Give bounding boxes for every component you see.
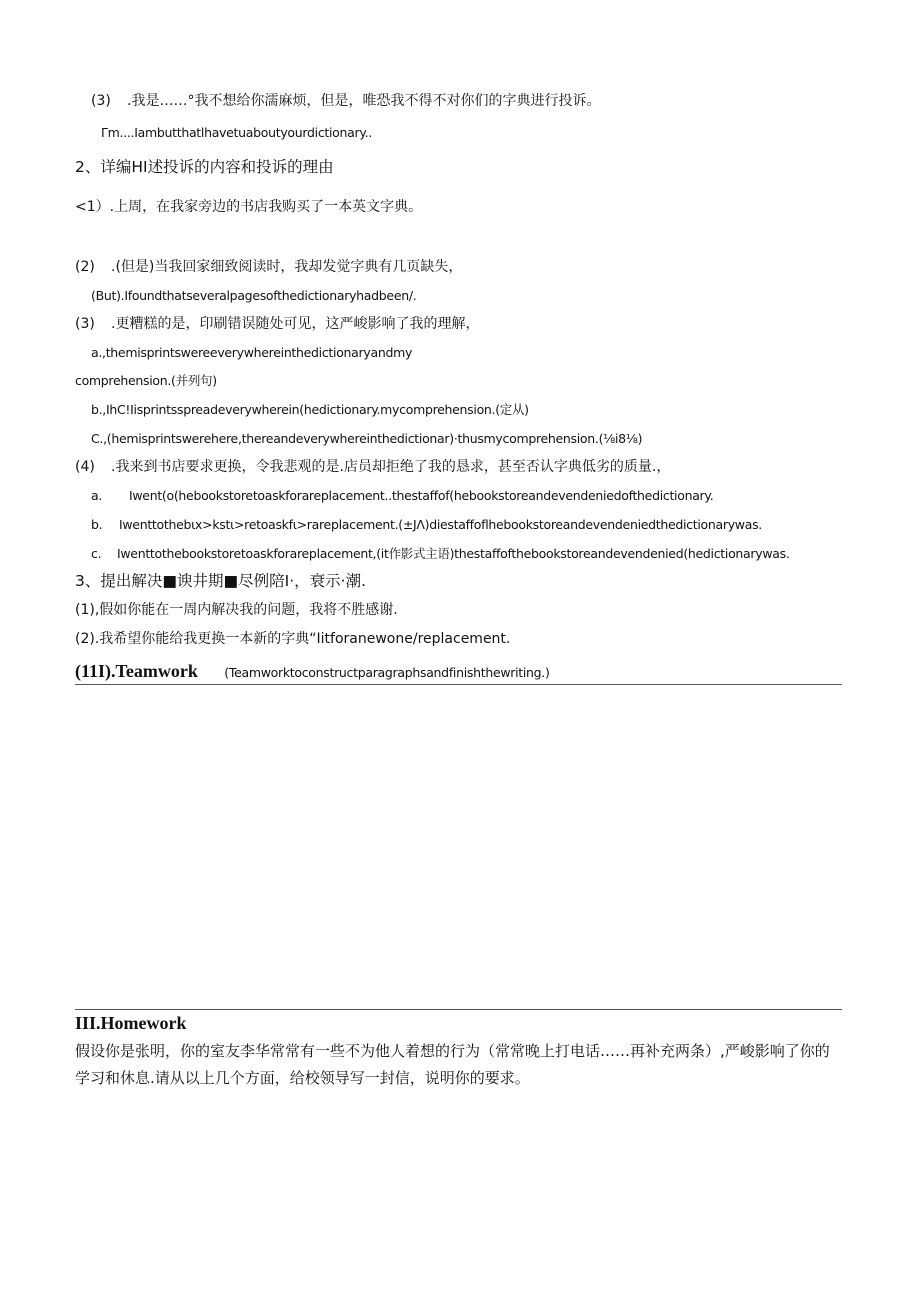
option-label: a. xyxy=(91,488,103,503)
item-number: (2) xyxy=(75,259,95,275)
item-chinese-text: .(但是)当我回家细致阅读时，我却发觉字典有几页缺失， xyxy=(111,259,463,275)
sec2-item-1: <1）.上周，在我家旁边的书店我购买了一本英文字典。 xyxy=(75,199,423,215)
option-label: b. xyxy=(91,517,103,532)
option-text: Iwenttothebιx>kstι>retoaskfι>rareplacement.(±JΛ)diestaffoflhebookstoreandevendeniedthedictionarywas. xyxy=(119,517,762,532)
option-a xyxy=(91,487,713,505)
sec3-item-2: (2).我希望你能给我更换一本新的字典“Iitforanewone/replacement. xyxy=(75,631,511,647)
item-chinese-text: .我是……°我不想给你濡麻烦，但是，唯恐我不得不对你们的字典进行投诉。 xyxy=(127,93,601,109)
item-chinese-text: .更糟糕的是，印刷错误随处可见，这严峻影响了我的理解， xyxy=(111,316,480,332)
section-3-heading: 3、提出解决■谀井期■尽例陪I·，衰示·潮. xyxy=(75,572,367,590)
option-c: C.,(hemisprintswerehere,thereandeverywhereinthedictionar)·thusmycomprehension.(⅛i8⅛) xyxy=(91,431,643,446)
teamwork-heading-line xyxy=(75,660,550,684)
item-3-english: Γm....Iambutthatlhavetuaboutyourdictionary.. xyxy=(101,125,373,140)
option-text: Iwent(o(hebookstoretoaskforareplacement..thestaffof(hebookstoreandevendeniedofthedictionary. xyxy=(129,488,714,503)
section-2-heading: 2、详编HI述投诉的内容和投诉的理由 xyxy=(75,158,334,176)
teamwork-note: (Teamworktoconstructparagraphsandfinishthewriting.) xyxy=(224,665,550,680)
teamwork-title: (11I).Teamwork xyxy=(75,661,198,681)
divider xyxy=(75,1009,842,1010)
option-b xyxy=(91,516,762,534)
item-number: (4) xyxy=(75,459,95,475)
item-number: (3) xyxy=(75,316,95,332)
sec2-item-3-line xyxy=(75,315,479,333)
option-a-line-2: comprehension.(并列句) xyxy=(75,373,217,388)
sec3-item-1: (1),假如你能在一周内解决我的问题，我将不胜感谢. xyxy=(75,602,398,618)
sec2-item-4-line xyxy=(75,458,670,476)
divider xyxy=(75,684,842,685)
teamwork-writing-area[interactable] xyxy=(75,686,842,1008)
option-c xyxy=(91,545,790,563)
item-number: (3) xyxy=(91,93,111,109)
item-3-line xyxy=(91,92,600,110)
homework-title: III.Homework xyxy=(75,1013,187,1033)
sec2-item-2-english: (But).Ifoundthatseveralpagesofthedictionaryhadbeen/. xyxy=(91,288,417,303)
sec2-item-2-line xyxy=(75,258,462,276)
option-text: Iwenttothebookstoretoaskforareplacement,(it作影式主语)thestaffofthebookstoreandevendenied(hedictionarywas. xyxy=(117,546,790,561)
option-a-line-1: a.,themisprintswereeverywhereinthedictionaryandmy xyxy=(91,345,413,360)
option-b: b.,IhC!Iisprintsspreadeverywherein(hedictionary.mycomprehension.(定从) xyxy=(91,402,529,417)
item-chinese-text: .我来到书店要求更换，令我悲观的是.店员却拒绝了我的恳求，甚至否认字典低劣的质量.， xyxy=(111,459,671,475)
option-label: c. xyxy=(91,546,102,561)
homework-body: 假设你是张明，你的室友李华常常有一些不为他人着想的行为（常常晚上打电话……再补充两条）,严峻影响了你的学习和休息.请从以上几个方面，给校领导写一封信，说明你的要求。 xyxy=(75,1042,830,1087)
